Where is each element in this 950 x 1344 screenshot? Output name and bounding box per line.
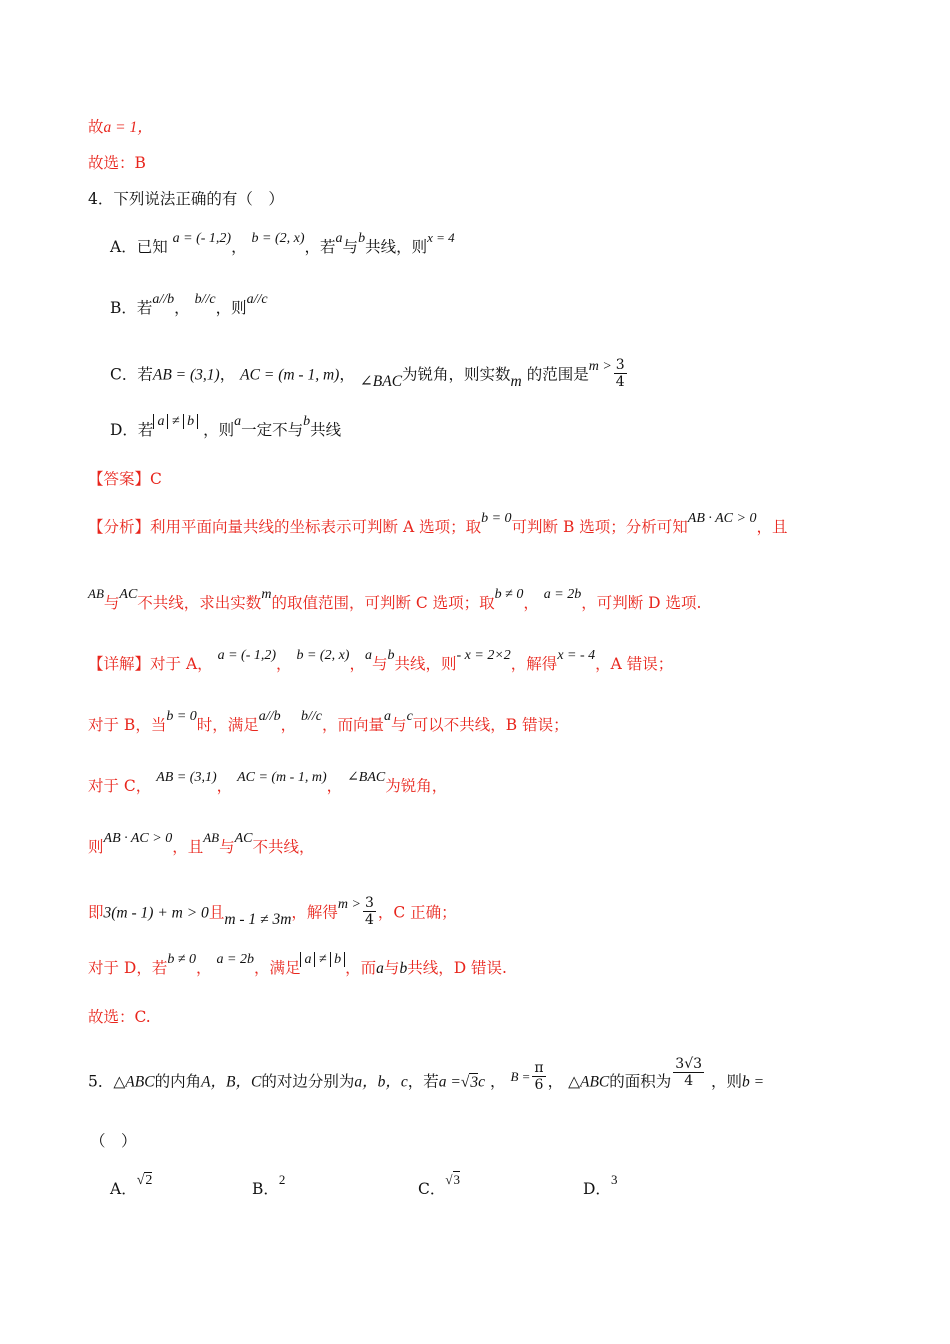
- text: ，若: [304, 238, 336, 256]
- q4-option-a: [110, 230, 455, 260]
- math: ∠BAC: [359, 372, 403, 390]
- math: - x = 2×2: [456, 648, 511, 663]
- math: b = 0: [481, 511, 512, 526]
- text: 对于 C，: [88, 777, 152, 795]
- math: b ≠ 0: [167, 952, 197, 967]
- radicand: 3: [470, 1073, 479, 1091]
- denominator: 4: [615, 374, 625, 390]
- q5-paren: （ ）: [90, 1132, 137, 1150]
- detail-conclusion: 故选：C.: [88, 1008, 151, 1026]
- text: 对于 B，当: [88, 716, 167, 734]
- text: 为锐角，: [385, 777, 448, 795]
- math: △ABC: [568, 1073, 610, 1091]
- numerator: 3: [364, 895, 374, 911]
- text: ，: [349, 655, 365, 673]
- math: b//c: [301, 709, 323, 724]
- math: AC = (m - 1, m): [237, 770, 327, 785]
- text: 的对边分别为: [261, 1072, 355, 1091]
- q4-stem: 4．下列说法正确的有（ ）: [88, 190, 284, 208]
- math: AC = (m - 1, m): [240, 366, 340, 384]
- text: ，: [547, 1072, 564, 1091]
- label: B．: [252, 1180, 279, 1198]
- text: ，: [280, 716, 297, 734]
- math: [153, 414, 198, 429]
- math: B =: [510, 1068, 531, 1084]
- text: ，: [339, 365, 355, 384]
- math: m: [261, 587, 272, 602]
- math: a//b: [258, 709, 281, 724]
- text: ，: [216, 777, 233, 795]
- math: a: [376, 960, 384, 977]
- detail-line-c2: [88, 830, 315, 860]
- text: 共线，D 错误.: [407, 959, 507, 977]
- math: b//c: [194, 292, 216, 307]
- math: a//b: [152, 292, 175, 307]
- detail-line-a: [88, 648, 674, 677]
- math: a: [335, 231, 343, 246]
- answer-line: [88, 468, 162, 490]
- text: 利用平面向量共线的坐标表示可判断 A 选项；取: [150, 518, 482, 536]
- math: 3: [610, 1172, 618, 1187]
- q5-stem: [88, 1056, 765, 1099]
- answer-label: 【答案】: [88, 470, 151, 488]
- radicand: 3: [453, 1172, 461, 1187]
- fraction: [614, 357, 627, 390]
- abs-a: a: [153, 414, 168, 429]
- text: 5．: [88, 1072, 114, 1091]
- numerator: 3√3: [675, 1056, 703, 1072]
- numerator: π: [534, 1060, 544, 1076]
- abs-a: a: [300, 952, 315, 967]
- numerator: 3: [615, 357, 625, 373]
- math: 3(m - 1) + m > 0: [103, 904, 209, 922]
- detail-label: 【详解】: [88, 655, 151, 673]
- label: D．若: [110, 421, 154, 439]
- math: a = 2b: [543, 587, 582, 602]
- fraction: [363, 895, 376, 928]
- neq: ≠: [318, 952, 327, 967]
- text: 故: [88, 118, 104, 136]
- math: a = (- 1,2): [217, 648, 277, 663]
- text: ，: [231, 238, 247, 256]
- text: 共线，则: [365, 238, 428, 256]
- math: m >: [337, 896, 361, 912]
- math: b: [358, 231, 366, 246]
- math: a//c: [246, 292, 268, 307]
- math: b ≠ 0: [494, 587, 524, 602]
- analysis-line-2: [88, 586, 702, 616]
- text: 与: [383, 959, 400, 977]
- radicand: 2: [145, 1173, 153, 1188]
- math: a: [364, 648, 372, 663]
- text: ，则: [203, 421, 235, 439]
- text: 共线: [310, 421, 342, 439]
- answer-value: C: [150, 470, 162, 488]
- math: AB: [88, 586, 104, 601]
- analysis-line-1: [88, 511, 788, 540]
- text: ，且: [756, 518, 788, 536]
- text: ，解得: [291, 903, 338, 922]
- text: 可判断 B 选项；分析可知: [511, 518, 688, 536]
- neq: ≠: [171, 414, 180, 429]
- text: ，: [174, 299, 190, 317]
- denominator: 6: [534, 1077, 544, 1093]
- abs-b: b: [183, 414, 198, 429]
- math: c: [406, 709, 413, 724]
- math: a: [384, 709, 392, 724]
- text: 对于 A，: [150, 655, 213, 673]
- math: a = 1，: [103, 119, 153, 136]
- text: 且: [208, 903, 225, 922]
- text: ，解得: [510, 655, 558, 673]
- denominator: 4: [684, 1073, 694, 1089]
- prev-conclusion: [88, 116, 153, 139]
- text: ，满足: [253, 959, 301, 977]
- math: b = (2, x): [296, 648, 350, 663]
- text: 即: [88, 903, 104, 922]
- fraction: [673, 1056, 704, 1089]
- math: x = 4: [427, 230, 455, 245]
- text: 与: [371, 655, 388, 673]
- lhs: a =: [438, 1073, 461, 1091]
- label: C．: [418, 1180, 446, 1198]
- math: b = (2, x): [251, 231, 305, 246]
- text: 共线，则: [394, 655, 457, 673]
- math: b: [387, 648, 395, 663]
- text: ，: [326, 777, 343, 795]
- math: a，b，c: [354, 1073, 408, 1091]
- math: a: [234, 414, 242, 429]
- detail-line-d: [88, 952, 507, 981]
- text: ，A 错误；: [595, 655, 674, 673]
- analysis-label: 【分析】: [88, 518, 151, 536]
- math: a = 2b: [216, 952, 254, 967]
- text: ，若: [407, 1072, 439, 1091]
- text: ，则: [710, 1072, 742, 1091]
- detail-line-c1: [88, 770, 448, 799]
- text: ，且: [172, 838, 204, 856]
- denominator: 4: [364, 912, 374, 928]
- text: 则: [88, 838, 104, 856]
- q4-option-c: [110, 359, 629, 392]
- math: a = (- 1,2): [172, 231, 232, 246]
- math: 2: [278, 1172, 286, 1187]
- q5-option-a: [110, 1173, 153, 1202]
- text: 与: [219, 838, 235, 856]
- math: b: [303, 414, 311, 429]
- math: m - 1 ≠ 3m: [224, 910, 292, 928]
- q4-option-b: [110, 292, 268, 321]
- text: 的范围是: [526, 365, 589, 384]
- prev-choice: 故选：B: [88, 154, 146, 172]
- text: 对于 D，若: [88, 959, 168, 977]
- text: 与: [342, 238, 359, 256]
- label: D．: [583, 1180, 611, 1198]
- q5-option-b: [252, 1172, 286, 1201]
- math: √2: [136, 1173, 153, 1188]
- text: ，: [219, 365, 236, 384]
- q4-option-d: [110, 414, 342, 443]
- math: √3: [445, 1172, 461, 1187]
- text: 可以不共线，B 错误；: [412, 716, 569, 734]
- math: b =: [741, 1073, 765, 1091]
- math: AB: [203, 830, 220, 845]
- text: ，则: [215, 299, 247, 317]
- math: b: [399, 960, 408, 977]
- math: ∠BAC: [347, 770, 386, 785]
- math: AB = (3,1): [152, 366, 220, 384]
- math: m >: [588, 358, 612, 374]
- q5-option-d: [583, 1172, 618, 1201]
- fraction: [532, 1060, 545, 1093]
- math: △ABC: [113, 1073, 155, 1091]
- text: 与: [391, 716, 407, 734]
- text: 的取值范围，可判断 C 选项；取: [271, 594, 495, 612]
- label: B．若: [110, 299, 153, 317]
- label: A．已知: [110, 238, 168, 256]
- math: m: [510, 372, 522, 390]
- text: ，而: [345, 959, 377, 977]
- var: c: [478, 1073, 486, 1091]
- text: ，可判断 D 选项.: [581, 594, 702, 612]
- math: [300, 952, 345, 967]
- text: ，C 正确；: [377, 903, 457, 922]
- text: 一定不与: [241, 421, 304, 439]
- q5-option-c: [418, 1172, 461, 1201]
- text: 不共线，: [252, 838, 315, 856]
- label: A．: [110, 1180, 137, 1198]
- text: ，而向量: [322, 716, 385, 734]
- text: 与: [103, 594, 120, 612]
- text: 的内角: [154, 1072, 202, 1091]
- math: AB · AC > 0: [103, 831, 173, 846]
- math: AB · AC > 0: [687, 511, 757, 526]
- text: ，: [196, 959, 212, 977]
- label: C．若: [110, 365, 153, 384]
- text: ，: [276, 655, 292, 673]
- math: AC: [119, 587, 138, 602]
- abs-b: b: [330, 952, 345, 967]
- math: a =√3c: [438, 1073, 486, 1091]
- text: ，: [523, 594, 539, 612]
- math: x = - 4: [557, 648, 596, 663]
- text: 时，满足: [196, 716, 259, 734]
- math: AB = (3,1): [156, 770, 217, 785]
- math: b = 0: [166, 709, 197, 724]
- math: AC: [234, 831, 253, 846]
- text: ，: [489, 1072, 506, 1091]
- detail-line-b: [88, 709, 569, 738]
- text: 不共线，求出实数: [137, 594, 262, 612]
- detail-line-c3: [88, 897, 457, 930]
- text: 为锐角，则实数: [402, 365, 511, 384]
- math: A，B，C: [201, 1073, 262, 1091]
- text: 的面积为: [609, 1072, 672, 1091]
